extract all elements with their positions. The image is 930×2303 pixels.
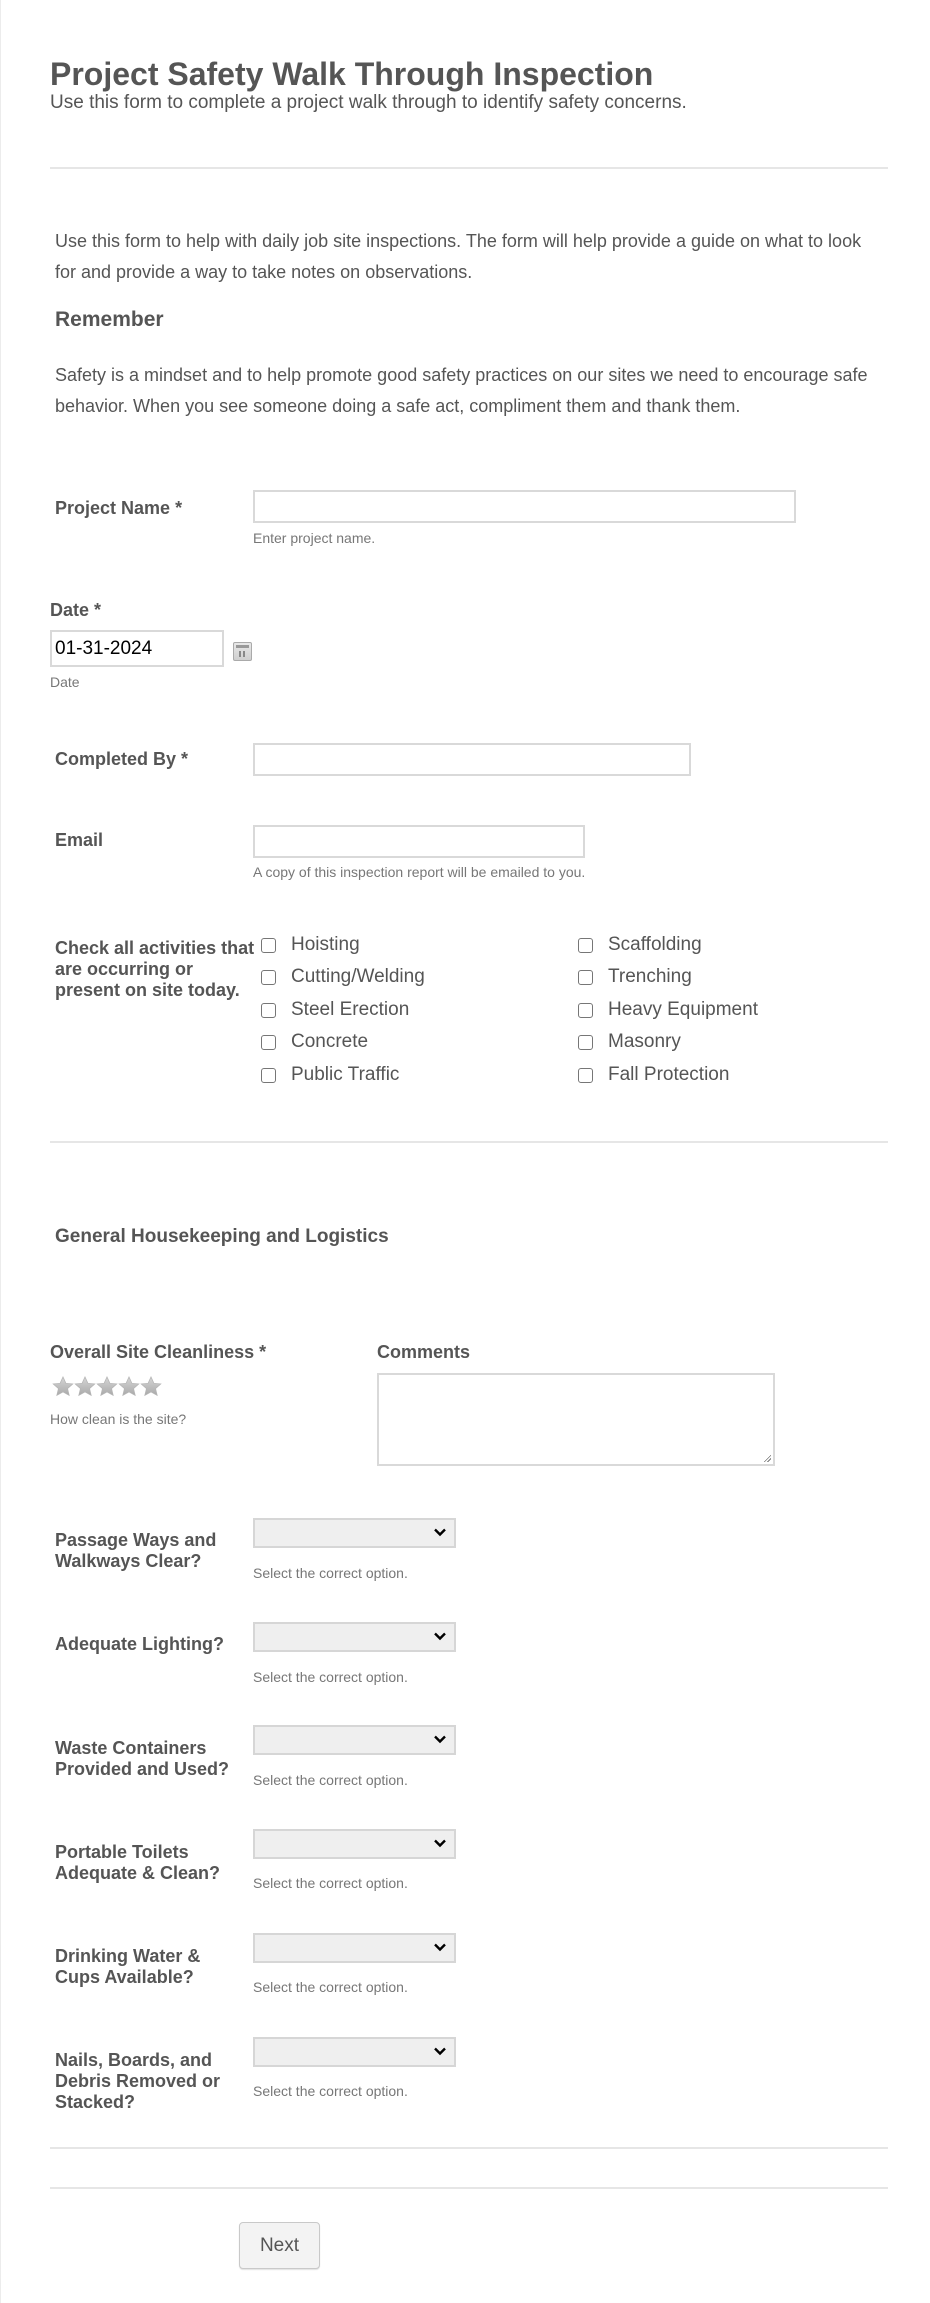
header-divider (50, 167, 888, 169)
question-label-passage-ways: Passage Ways and Walkways Clear? (55, 1530, 217, 1571)
page-left-border (0, 0, 1, 2303)
select-drinking-water[interactable] (253, 1933, 456, 1963)
star-icon[interactable] (96, 1376, 118, 1397)
activity-steel-erection[interactable]: Steel Erection (261, 999, 409, 1021)
select-helper: Select the correct option. (253, 1565, 408, 1581)
select-helper: Select the correct option. (253, 1669, 408, 1685)
cleanliness-helper: How clean is the site? (50, 1411, 187, 1427)
form-title: Project Safety Walk Through Inspection (50, 56, 654, 92)
question-label-waste-containers: Waste Containers Provided and Used? (55, 1738, 230, 1779)
chevron-down-icon (433, 1940, 447, 1954)
chevron-down-icon (433, 1732, 447, 1746)
remember-heading: Remember (55, 308, 164, 331)
date-helper: Date (50, 674, 80, 690)
activity-scaffolding[interactable]: Scaffolding (578, 934, 702, 956)
select-lighting[interactable] (253, 1622, 456, 1652)
comments-textarea[interactable] (377, 1373, 775, 1466)
cleanliness-label: Overall Site Cleanliness * (50, 1342, 267, 1362)
question-label-portable-toilets: Portable Toilets Adequate & Clean? (55, 1842, 221, 1883)
question-label-nails-boards-debris: Nails, Boards, and Debris Removed or Stacked? (55, 2050, 221, 2112)
section-divider (50, 1141, 888, 1143)
select-helper: Select the correct option. (253, 1979, 408, 1995)
activity-heavy-equipment[interactable]: Heavy Equipment (578, 999, 758, 1021)
checkbox[interactable] (578, 938, 593, 953)
select-passage-ways[interactable] (253, 1518, 456, 1548)
question-label-lighting: Adequate Lighting? (55, 1634, 224, 1654)
checkbox[interactable] (261, 970, 276, 985)
activity-public-traffic[interactable]: Public Traffic (261, 1064, 399, 1086)
checkbox[interactable] (261, 1068, 276, 1083)
required-mark: * (175, 498, 183, 518)
activity-concrete[interactable]: Concrete (261, 1031, 368, 1053)
project-name-input[interactable] (253, 490, 796, 523)
intro-paragraph: Use this form to help with daily job site inspections. The form will help provide a guide on what to look for and provide a way to take notes on observations. (55, 231, 862, 282)
section-title: General Housekeeping and Logistics (55, 1226, 389, 1247)
star-icon[interactable] (52, 1376, 74, 1397)
date-input[interactable]: 01-31-2024 (50, 630, 224, 667)
select-helper: Select the correct option. (253, 1875, 408, 1891)
footer-divider-bottom (50, 2187, 888, 2189)
chevron-down-icon (433, 2044, 447, 2058)
email-input[interactable] (253, 825, 585, 858)
activity-fall-protection[interactable]: Fall Protection (578, 1064, 729, 1086)
star-icon[interactable] (74, 1376, 96, 1397)
chevron-down-icon (433, 1629, 447, 1643)
select-helper: Select the correct option. (253, 2083, 408, 2099)
select-waste-containers[interactable] (253, 1725, 456, 1755)
select-nails-boards-debris[interactable] (253, 2037, 456, 2067)
star-icon[interactable] (118, 1376, 140, 1397)
completed-by-input[interactable] (253, 743, 691, 776)
project-name-helper: Enter project name. (253, 530, 376, 546)
form-subtitle: Use this form to complete a project walk through to identify safety concerns. (50, 92, 687, 113)
activity-cutting-welding[interactable]: Cutting/Welding (261, 966, 425, 988)
required-mark: * (259, 1342, 267, 1362)
checkbox[interactable] (578, 1003, 593, 1018)
select-portable-toilets[interactable] (253, 1829, 456, 1859)
checkbox[interactable] (578, 970, 593, 985)
activity-hoisting[interactable]: Hoisting (261, 934, 360, 956)
activity-masonry[interactable]: Masonry (578, 1031, 681, 1053)
select-helper: Select the correct option. (253, 1772, 408, 1788)
chevron-down-icon (433, 1525, 447, 1539)
completed-by-label: Completed By * (55, 749, 189, 769)
chevron-down-icon (433, 1836, 447, 1850)
footer-divider-top (50, 2147, 888, 2149)
comments-label: Comments (377, 1342, 471, 1362)
project-name-label: Project Name * (55, 498, 183, 518)
remember-paragraph: Safety is a mindset and to help promote good safety practices on our sites we need to encourage safe behavior. When you see someone doing a safe act, compliment them and thank them. (55, 365, 868, 416)
date-label: Date * (50, 600, 102, 620)
email-label: Email (55, 830, 104, 850)
checkbox[interactable] (261, 938, 276, 953)
required-mark: * (181, 749, 189, 769)
activities-label: Check all activities that are occurring or present on site today. (55, 938, 255, 1000)
cleanliness-rating[interactable] (52, 1376, 162, 1397)
checkbox[interactable] (578, 1035, 593, 1050)
checkbox[interactable] (261, 1035, 276, 1050)
question-label-drinking-water: Drinking Water & Cups Available? (55, 1946, 201, 1987)
checkbox[interactable] (261, 1003, 276, 1018)
activity-trenching[interactable]: Trenching (578, 966, 692, 988)
required-mark: * (94, 600, 102, 620)
next-button[interactable]: Next (239, 2222, 320, 2269)
calendar-icon[interactable] (233, 642, 252, 661)
email-helper: A copy of this inspection report will be emailed to you. (253, 864, 586, 880)
resize-grip-icon[interactable] (763, 1454, 771, 1462)
star-icon[interactable] (140, 1376, 162, 1397)
checkbox[interactable] (578, 1068, 593, 1083)
